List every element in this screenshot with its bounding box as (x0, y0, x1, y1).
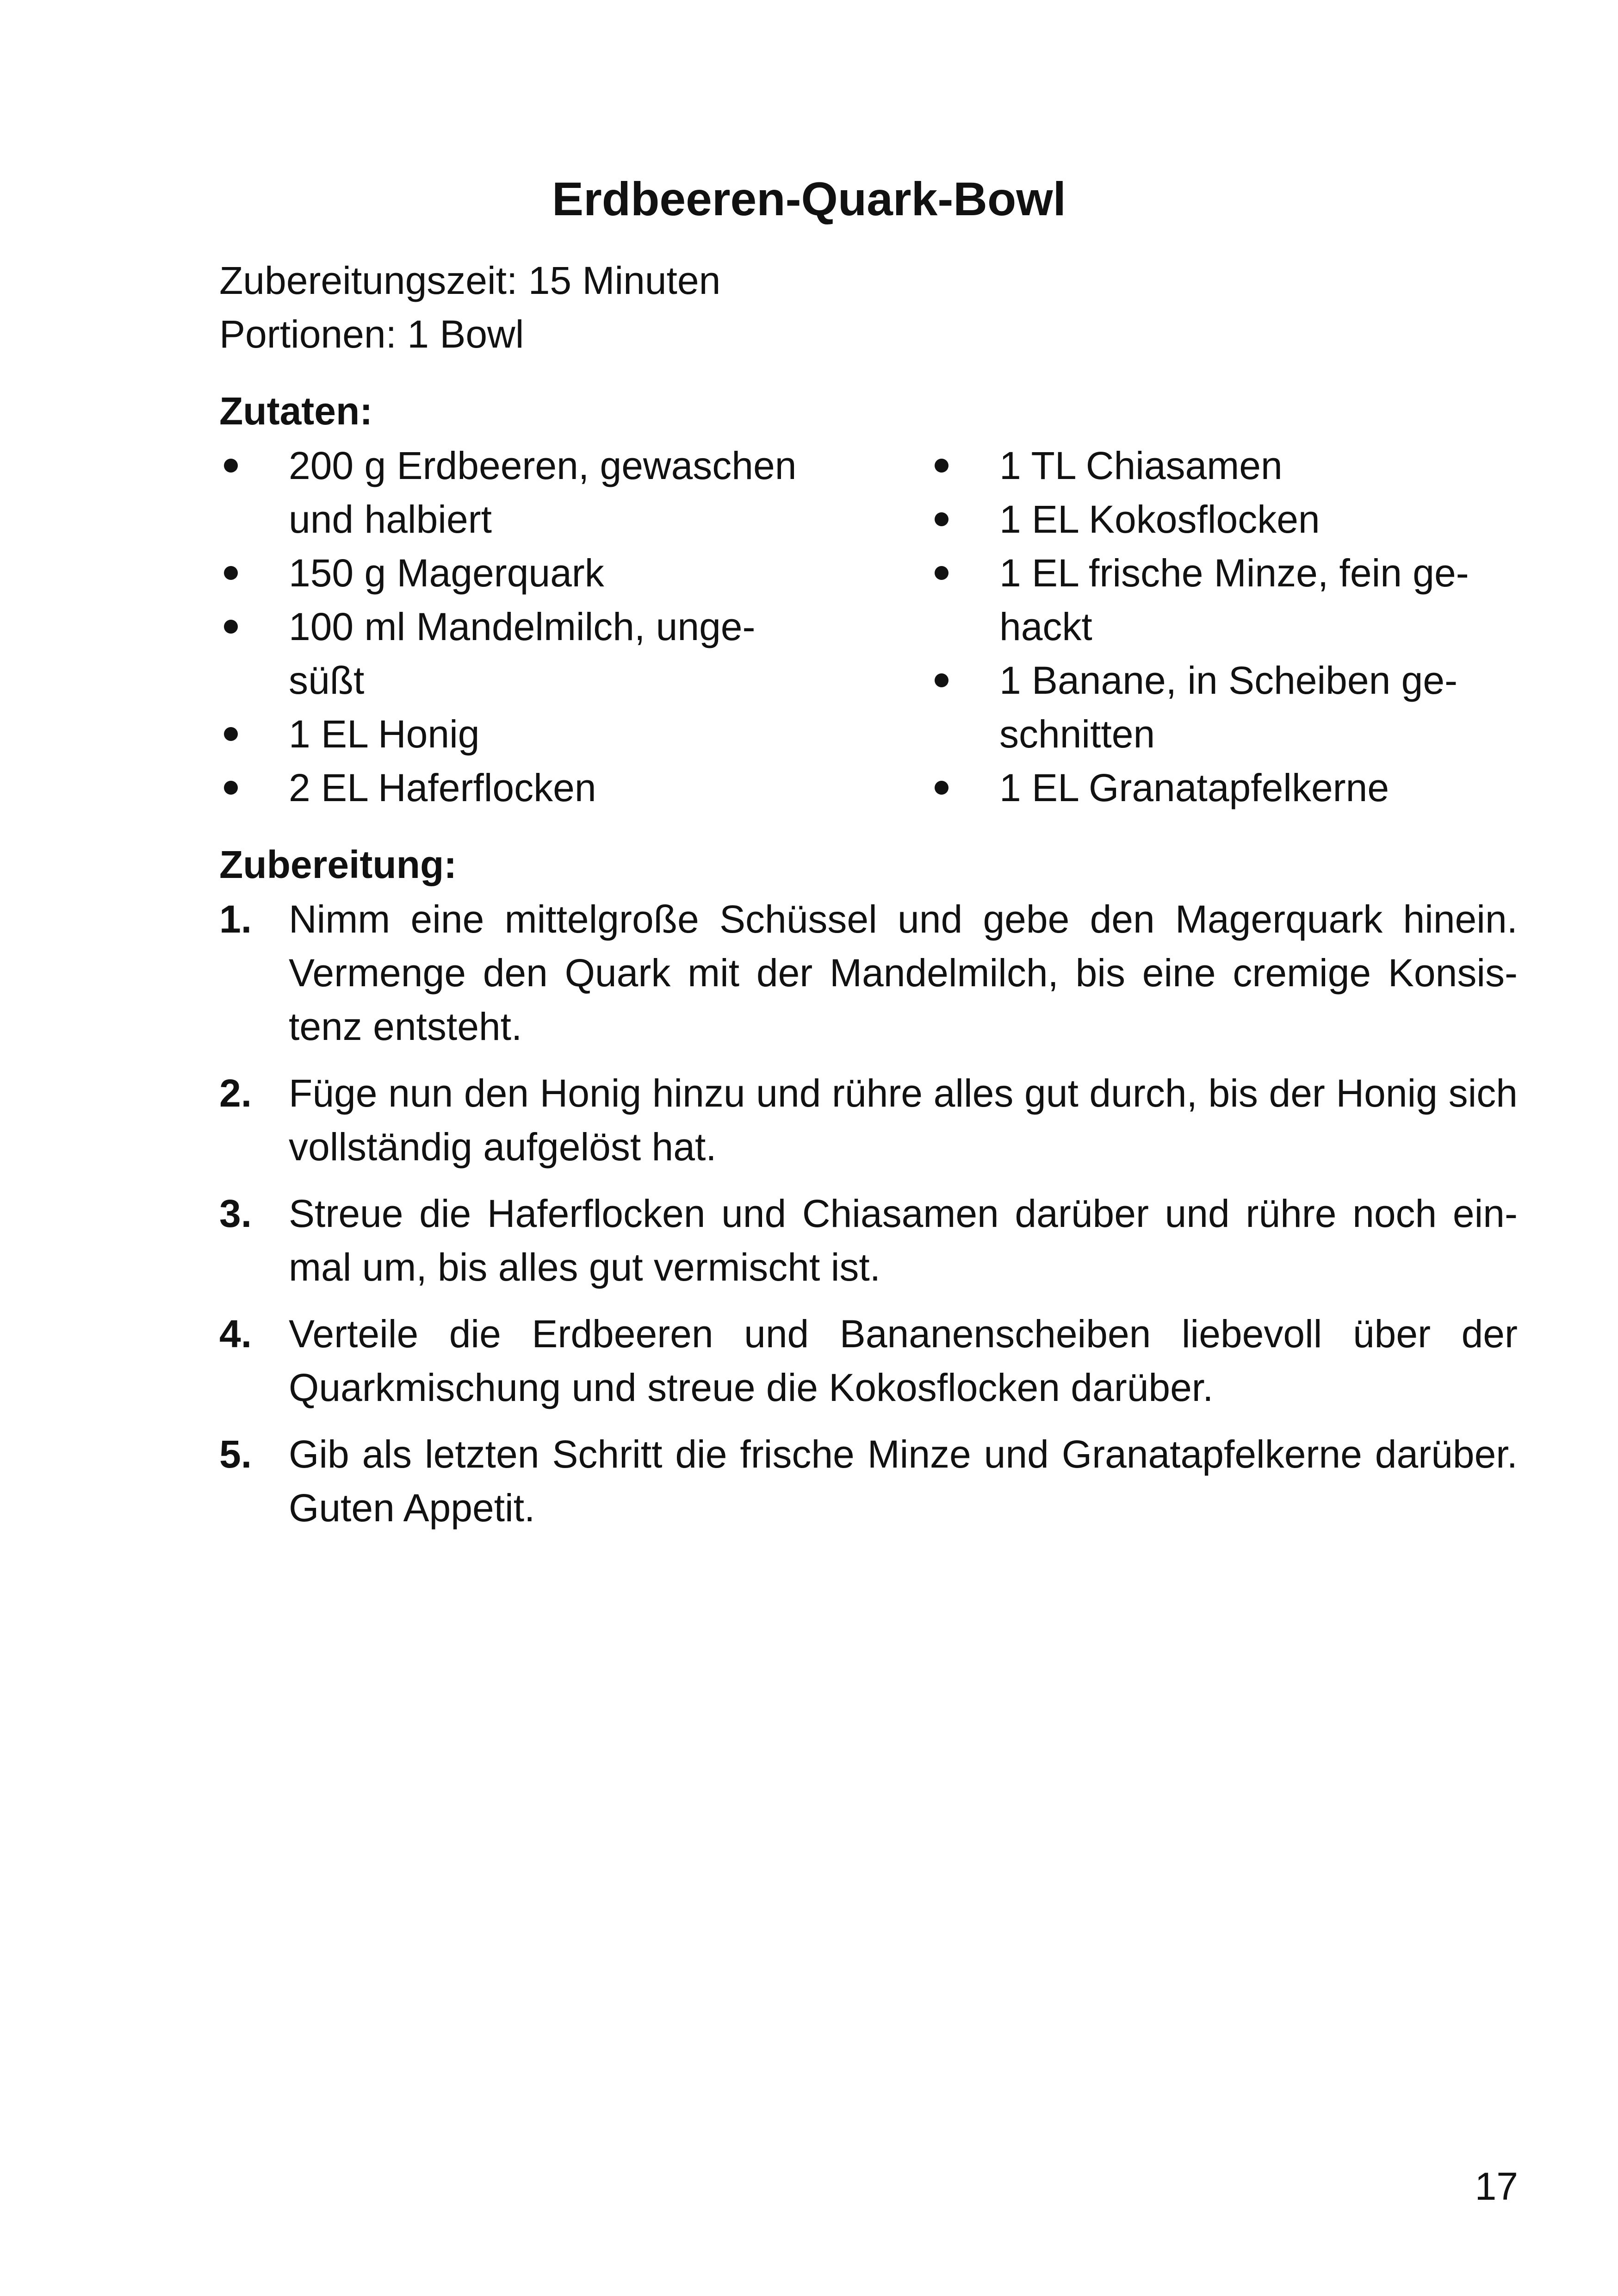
preparation-step (219, 892, 1518, 1053)
bullet-icon (935, 566, 948, 580)
ingredient-text: 2 EL Haferflocken (289, 766, 596, 809)
ingredient-item (930, 761, 1527, 815)
step-text: Verteile die Erdbeeren und Bananenscheiben liebevoll über der (289, 1312, 1518, 1356)
ingredient-text: und halbiert (289, 498, 492, 541)
step-number: 5. (219, 1432, 252, 1476)
ingredient-text: schnitten (999, 712, 1155, 756)
page-number: 17 (1475, 2165, 1518, 2208)
ingredient-item (930, 492, 1527, 546)
bullet-icon (224, 620, 238, 634)
preparation-heading: Zubereitung: (219, 843, 457, 886)
preparation-step (219, 1307, 1518, 1414)
ingredient-item (219, 439, 812, 546)
ingredient-item (930, 439, 1527, 492)
preparation-steps (219, 892, 1518, 1548)
ingredient-item (219, 600, 812, 707)
step-text: Nimm eine mittelgroße Schüssel und gebe den Magerquark hinein. (289, 897, 1518, 941)
step-text: Guten Appetit. (289, 1486, 535, 1530)
step-text: Vermenge den Quark mit der Mandelmilch, bis eine cremige Konsis- (289, 951, 1518, 995)
preparation-time: Zubereitungszeit: 15 Minuten (219, 259, 721, 302)
step-text: Füge nun den Honig hinzu und rühre alles gut durch, bis der Honig sich (289, 1071, 1518, 1115)
ingredient-text: süßt (289, 659, 365, 702)
ingredient-text: 1 TL Chiasamen (999, 444, 1283, 487)
ingredient-text: 100 ml Mandelmilch, unge- (289, 605, 756, 648)
bullet-icon (935, 673, 948, 687)
recipe-title: Erdbeeren-Quark-Bowl (552, 173, 1066, 225)
ingredient-text: 1 EL Kokosflocken (999, 498, 1320, 541)
step-text: vollständig aufgelöst hat. (289, 1125, 717, 1169)
ingredient-item (219, 761, 812, 815)
ingredients-list-left (219, 439, 812, 815)
ingredients-heading: Zutaten: (219, 389, 373, 433)
bullet-icon (935, 512, 948, 526)
step-text: tenz entsteht. (289, 1005, 522, 1048)
step-number: 3. (219, 1192, 252, 1235)
bullet-icon (224, 459, 238, 473)
ingredient-text: hackt (999, 605, 1092, 648)
ingredient-text: 150 g Magerquark (289, 551, 604, 595)
step-text: Gib als letzten Schritt die frische Minze und Granatapfelkerne darüber. (289, 1432, 1518, 1476)
step-text: mal um, bis alles gut vermischt ist. (289, 1245, 881, 1289)
ingredient-text: 200 g Erdbeeren, gewaschen (289, 444, 797, 487)
preparation-step (219, 1427, 1518, 1535)
ingredient-item (930, 546, 1527, 653)
ingredient-text: 1 Banane, in Scheiben ge- (999, 659, 1458, 702)
ingredient-item (930, 653, 1527, 761)
ingredient-item (219, 707, 812, 761)
bullet-icon (224, 727, 238, 741)
ingredients-list-right (930, 439, 1527, 815)
step-number: 1. (219, 897, 252, 941)
step-text: Streue die Haferflocken und Chiasamen darüber und rühre noch ein- (289, 1192, 1518, 1235)
ingredient-text: 1 EL Granatapfelkerne (999, 766, 1389, 809)
ingredient-text: 1 EL frische Minze, fein ge- (999, 551, 1469, 595)
step-number: 2. (219, 1071, 252, 1115)
portions: Portionen: 1 Bowl (219, 312, 524, 356)
preparation-step (219, 1187, 1518, 1294)
bullet-icon (224, 781, 238, 795)
bullet-icon (935, 781, 948, 795)
ingredient-text: 1 EL Honig (289, 712, 480, 756)
preparation-step (219, 1066, 1518, 1174)
bullet-icon (935, 459, 948, 473)
ingredient-item (219, 546, 812, 600)
step-text: Quarkmischung und streue die Kokosflocken darüber. (289, 1366, 1214, 1409)
bullet-icon (224, 566, 238, 580)
step-number: 4. (219, 1312, 252, 1356)
